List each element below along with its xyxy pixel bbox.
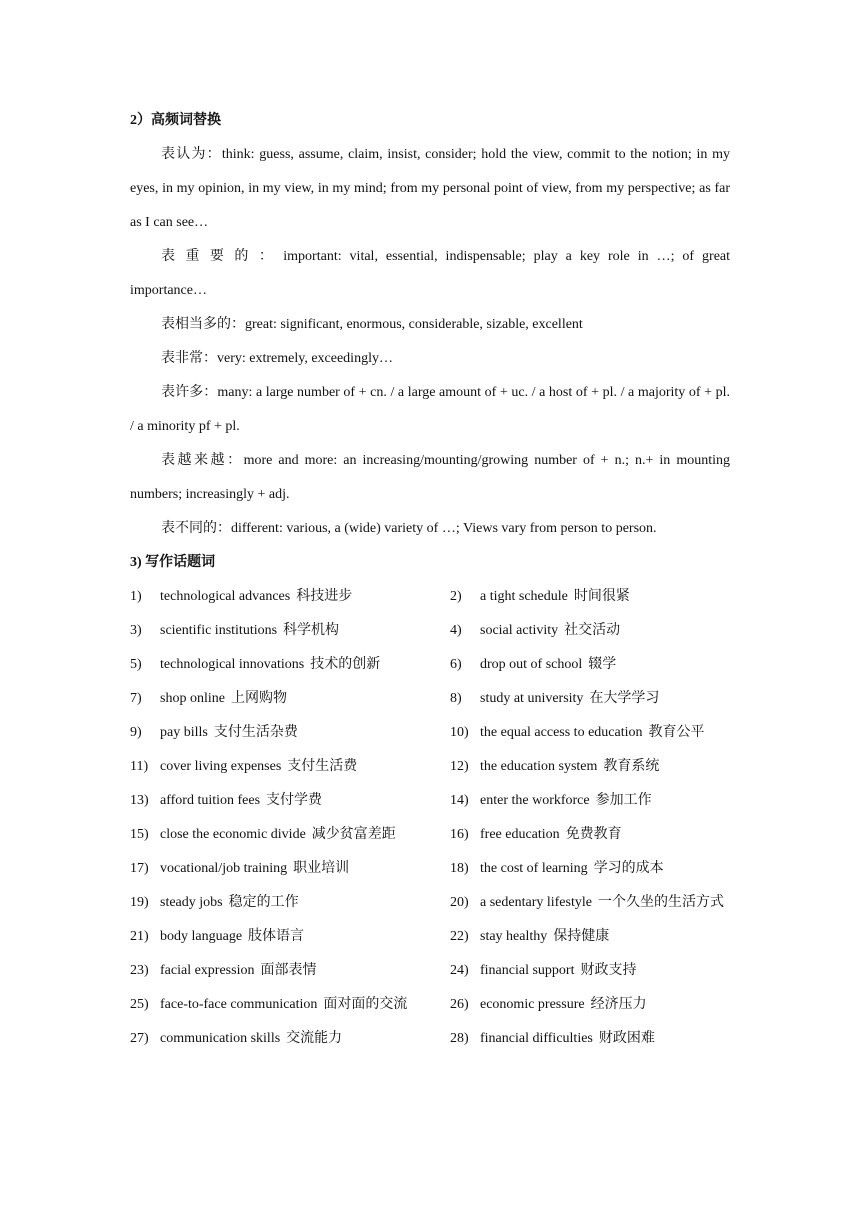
item-number: 16) (450, 827, 469, 842)
item-english: vocational/job training (160, 861, 288, 876)
list-item (130, 1022, 450, 1056)
item-english: the cost of learning (480, 861, 588, 876)
item-number: 5) (130, 657, 142, 672)
item-text (160, 750, 450, 784)
item-english: social activity (480, 623, 559, 638)
item-text (480, 886, 730, 920)
item-text (480, 580, 730, 614)
item-number: 2) (450, 589, 462, 604)
replacement-paragraph (130, 240, 730, 308)
item-number: 7) (130, 691, 142, 706)
item-text (480, 988, 730, 1022)
item-english: enter the workforce (480, 793, 590, 808)
item-chinese: 面部表情 (260, 963, 317, 978)
item-chinese: 在大学学习 (589, 691, 660, 706)
list-item (130, 886, 450, 920)
item-number: 27) (130, 1031, 149, 1046)
replacement-paragraph (130, 342, 730, 376)
item-chinese: 辍学 (588, 657, 617, 672)
item-text (480, 784, 730, 818)
list-item (450, 988, 730, 1022)
item-number: 17) (130, 861, 149, 876)
item-number: 3) (130, 623, 142, 638)
item-english: the education system (480, 759, 598, 774)
item-number: 21) (130, 929, 149, 944)
section-heading-2: 2）高频词替换 (130, 113, 221, 128)
item-chinese: 肢体语言 (248, 929, 305, 944)
paragraph-label: 表重要的： (161, 249, 284, 264)
item-number: 1) (130, 589, 142, 604)
item-text (480, 750, 730, 784)
item-chinese: 支付生活杂费 (213, 725, 298, 740)
list-item (450, 716, 730, 750)
item-text (160, 954, 450, 988)
item-chinese: 学习的成本 (593, 861, 664, 876)
item-chinese: 保持健康 (553, 929, 610, 944)
item-text (160, 716, 450, 750)
replacement-paragraph (130, 512, 730, 546)
item-text (480, 954, 730, 988)
paragraph-label: 表相当多的： (161, 317, 245, 332)
item-english: free education (480, 827, 560, 842)
item-chinese: 上网购物 (230, 691, 287, 706)
item-chinese: 经济压力 (590, 997, 647, 1012)
paragraph-label: 表认为： (161, 147, 222, 162)
item-number: 25) (130, 997, 149, 1012)
item-chinese: 科技进步 (296, 589, 353, 604)
item-chinese: 一个久坐的生活方式 (597, 895, 724, 910)
item-english: afford tuition fees (160, 793, 261, 808)
paragraph-label: 表越来越： (161, 453, 244, 468)
item-text (480, 716, 730, 750)
item-english: technological advances (160, 589, 291, 604)
item-number: 18) (450, 861, 469, 876)
list-item (130, 614, 450, 648)
item-english: financial support (480, 963, 575, 978)
list-item (450, 784, 730, 818)
item-chinese: 免费教育 (565, 827, 622, 842)
list-item (450, 920, 730, 954)
item-number: 23) (130, 963, 149, 978)
item-text (160, 818, 450, 852)
item-english: scientific institutions (160, 623, 278, 638)
item-text (160, 920, 450, 954)
item-text (480, 818, 730, 852)
item-english: study at university (480, 691, 584, 706)
item-number: 4) (450, 623, 462, 638)
paragraph-label: 表不同的： (161, 521, 231, 536)
item-chinese: 技术的创新 (310, 657, 381, 672)
replacement-paragraph (130, 444, 730, 512)
item-chinese: 教育系统 (603, 759, 660, 774)
item-english: stay healthy (480, 929, 548, 944)
document-page (130, 104, 730, 1056)
item-text (480, 682, 730, 716)
item-chinese: 参加工作 (595, 793, 652, 808)
list-item (130, 852, 450, 886)
item-english: shop online (160, 691, 225, 706)
replacement-paragraph (130, 138, 730, 240)
list-item (450, 886, 730, 920)
paragraph-text: important: vital, essential, indispensable; play a key role in …; of great importance… (130, 249, 731, 298)
paragraph-label: 表非常： (161, 351, 217, 366)
list-item (450, 1022, 730, 1056)
list-item (130, 580, 450, 614)
item-text (480, 1022, 730, 1056)
item-english: facial expression (160, 963, 255, 978)
item-english: a tight schedule (480, 589, 568, 604)
section-heading-3: 3) 写作话题词 (130, 555, 216, 570)
item-text (480, 614, 730, 648)
item-chinese: 支付生活费 (287, 759, 358, 774)
item-english: financial difficulties (480, 1031, 593, 1046)
paragraph-text: different: various, a (wide) variety of …; Views vary from person to person. (231, 521, 657, 536)
item-english: body language (160, 929, 243, 944)
item-text (160, 580, 450, 614)
item-text (480, 648, 730, 682)
item-chinese: 职业培训 (293, 861, 350, 876)
list-item (130, 750, 450, 784)
item-text (160, 852, 450, 886)
item-english: economic pressure (480, 997, 585, 1012)
list-item (450, 750, 730, 784)
item-text (160, 886, 450, 920)
list-item (450, 648, 730, 682)
replacement-paragraph (130, 308, 730, 342)
item-text (480, 852, 730, 886)
list-item (450, 954, 730, 988)
item-number: 15) (130, 827, 149, 842)
item-number: 14) (450, 793, 469, 808)
list-item (450, 614, 730, 648)
item-text (480, 920, 730, 954)
item-number: 22) (450, 929, 469, 944)
item-number: 10) (450, 725, 469, 740)
item-english: face-to-face communication (160, 997, 318, 1012)
list-item (450, 580, 730, 614)
item-chinese: 面对面的交流 (323, 997, 408, 1012)
item-english: technological innovations (160, 657, 305, 672)
item-chinese: 稳定的工作 (228, 895, 299, 910)
paragraph-text: many: a large number of + cn. / a large amount of + uc. / a host of + pl. / a majority of + pl. / a minority pf + pl. (130, 385, 730, 434)
item-english: communication skills (160, 1031, 281, 1046)
replacement-paragraphs (130, 138, 730, 546)
item-number: 12) (450, 759, 469, 774)
item-english: cover living expenses (160, 759, 282, 774)
item-number: 28) (450, 1031, 469, 1046)
paragraph-text: very: extremely, exceedingly… (217, 351, 393, 366)
paragraph-text: great: significant, enormous, considerable, sizable, excellent (245, 317, 583, 332)
item-text (160, 614, 450, 648)
item-number: 8) (450, 691, 462, 706)
item-number: 24) (450, 963, 469, 978)
list-item (130, 988, 450, 1022)
item-text (160, 648, 450, 682)
item-chinese: 社交活动 (564, 623, 621, 638)
item-chinese: 支付学费 (266, 793, 323, 808)
item-number: 6) (450, 657, 462, 672)
item-english: drop out of school (480, 657, 583, 672)
item-chinese: 财政困难 (598, 1031, 655, 1046)
item-number: 19) (130, 895, 149, 910)
replacement-paragraph (130, 376, 730, 444)
item-number: 20) (450, 895, 469, 910)
list-item (130, 648, 450, 682)
item-english: the equal access to education (480, 725, 643, 740)
item-chinese: 交流能力 (286, 1031, 343, 1046)
item-chinese: 财政支持 (580, 963, 637, 978)
list-item (450, 682, 730, 716)
item-chinese: 科学机构 (283, 623, 340, 638)
item-number: 9) (130, 725, 142, 740)
item-chinese: 减少贫富差距 (311, 827, 396, 842)
list-item (130, 818, 450, 852)
paragraph-text: think: guess, assume, claim, insist, consider; hold the view, commit to the notion; in my eyes, in my opinion, in my view, in my mind; from my personal point of view, from my perspective; as far as I can see… (130, 147, 731, 230)
list-item (130, 954, 450, 988)
item-chinese: 时间很紧 (573, 589, 630, 604)
item-number: 13) (130, 793, 149, 808)
item-english: pay bills (160, 725, 208, 740)
item-number: 26) (450, 997, 469, 1012)
item-text (160, 1022, 450, 1056)
list-item (130, 784, 450, 818)
paragraph-text: more and more: an increasing/mounting/growing number of + n.; n.+ in mounting numbers; increasingly + adj. (130, 453, 730, 502)
paragraph-label: 表许多： (161, 385, 218, 400)
item-english: close the economic divide (160, 827, 306, 842)
item-chinese: 教育公平 (648, 725, 705, 740)
item-english: steady jobs (160, 895, 223, 910)
list-item (130, 716, 450, 750)
item-english: a sedentary lifestyle (480, 895, 592, 910)
item-text (160, 988, 450, 1022)
list-item (130, 920, 450, 954)
list-item (450, 852, 730, 886)
list-item (450, 818, 730, 852)
item-text (160, 682, 450, 716)
vocabulary-list (130, 580, 730, 1056)
item-text (160, 784, 450, 818)
list-item (130, 682, 450, 716)
item-number: 11) (130, 759, 149, 774)
